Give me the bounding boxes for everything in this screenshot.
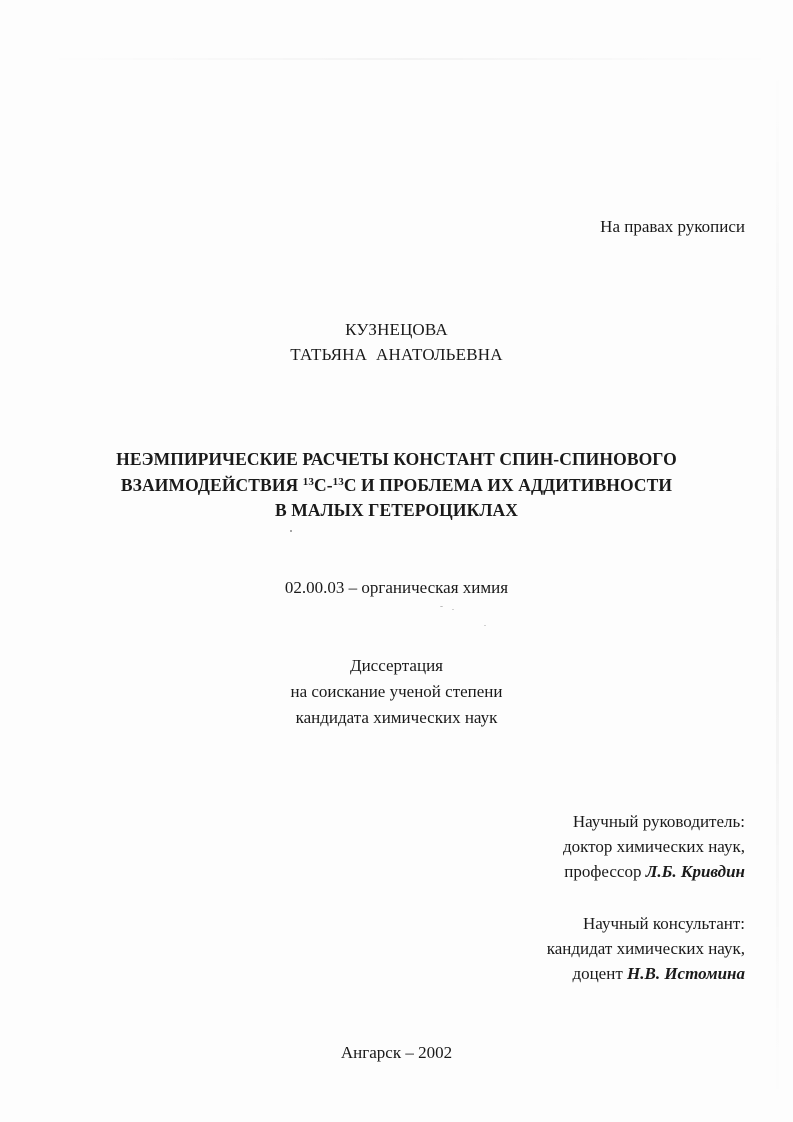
specialty: 02.00.03 – органическая химия xyxy=(284,578,509,597)
scan-speck xyxy=(290,530,292,532)
supervisor-name: Л.Б. Кривдин xyxy=(645,862,745,881)
author-given-names: ТАТЬЯНА АНАТОЛЬЕВНА xyxy=(290,345,503,364)
consultant-role: Научный консультант: xyxy=(583,914,745,933)
scan-speck xyxy=(440,606,443,607)
supervisor-role: Научный руководитель: xyxy=(572,812,745,831)
title-line-3: В МАЛЫХ ГЕТЕРОЦИКЛАХ xyxy=(274,500,519,520)
place-year: Ангарск – 2002 xyxy=(340,1043,453,1062)
isotope-superscript-2: 13 xyxy=(332,476,344,488)
manuscript-note: На правах рукописи xyxy=(600,217,745,236)
scan-edge-top xyxy=(40,58,780,60)
supervisor-degree: доктор химических наук, xyxy=(562,837,745,856)
consultant-line xyxy=(572,964,745,984)
title-line-2-suffix: С И ПРОБЛЕМА ИХ АДДИТИВНОСТИ xyxy=(343,475,673,495)
scan-speck xyxy=(452,609,454,610)
degree-line-3: кандидата химических наук xyxy=(295,708,498,727)
supervisor-line xyxy=(564,862,745,882)
supervisor-position: профессор xyxy=(564,862,642,881)
degree-line-2: на соискание ученой степени xyxy=(290,682,503,701)
consultant-degree: кандидат химических наук, xyxy=(546,939,745,958)
consultant-name: Н.В. Истомина xyxy=(627,964,745,983)
title-line-2-prefix: ВЗАИМОДЕЙСТВИЯ xyxy=(120,475,303,495)
title-line-2-mid: С- xyxy=(313,475,333,495)
isotope-superscript-1: 13 xyxy=(302,476,314,488)
consultant-position: доцент xyxy=(572,964,623,983)
title-line-1: НЕЭМПИРИЧЕСКИЕ РАСЧЕТЫ КОНСТАНТ СПИН-СПИНОВОГО xyxy=(116,449,677,469)
degree-line-1: Диссертация xyxy=(349,656,443,675)
scan-speck xyxy=(484,625,486,626)
author-surname: КУЗНЕЦОВА xyxy=(345,320,448,339)
title-line-2 xyxy=(0,475,793,495)
